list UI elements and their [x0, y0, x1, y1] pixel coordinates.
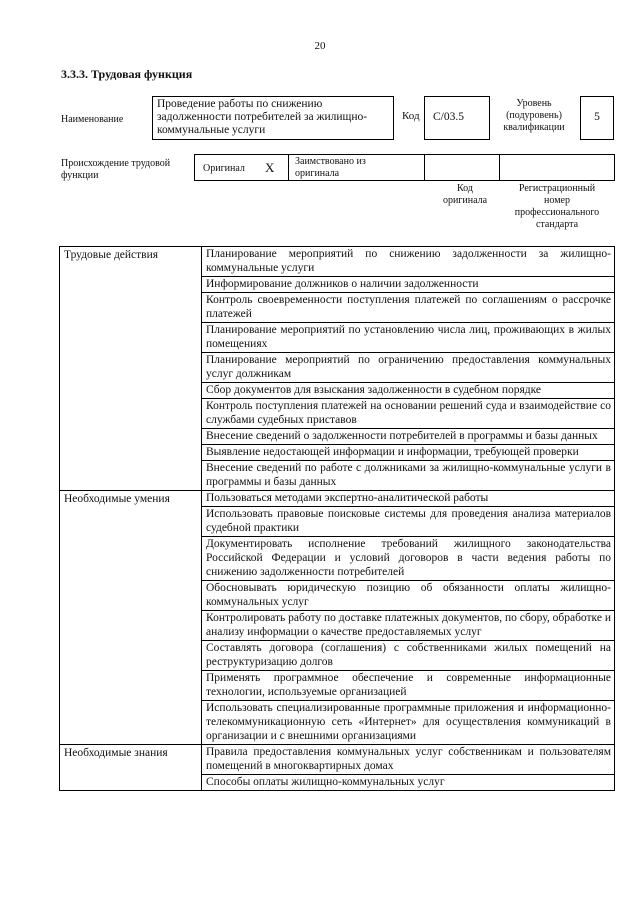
- name-label: Наименование: [61, 114, 124, 125]
- item-cell: Контроль своевременности поступления платежей по соглашениям о рассрочке платежей: [202, 293, 615, 323]
- item-cell: Составлять договора (соглашения) с собственниками жилых помещений на реструктуризацию долгов: [202, 641, 615, 671]
- table-row: [60, 745, 615, 775]
- code-original-line: Код: [457, 183, 473, 194]
- borrowed-label: [295, 156, 366, 180]
- level-label: [495, 98, 573, 134]
- borrowed-cell: [289, 155, 425, 180]
- code-original-label: [430, 183, 500, 207]
- function-details-table: [59, 246, 615, 791]
- code-original-cell: [425, 155, 500, 180]
- item-cell: Выявление недостающей информации и информации, требующей проверки: [202, 445, 615, 461]
- item-cell: Внесение сведений о задолженности потребителей в программы и базы данных: [202, 429, 615, 445]
- table-row: [60, 491, 615, 507]
- item-cell: Обосновывать юридическую позицию об обязанности оплаты жилищно-коммунальных услуг: [202, 581, 615, 611]
- original-label: Оригинал: [203, 163, 245, 174]
- reg-number-line: стандарта: [535, 219, 579, 230]
- item-cell: Планирование мероприятий по установлению числа лиц, проживающих в жилых помещениях: [202, 323, 615, 353]
- item-cell: Планирование мероприятий по снижению задолженности за жилищно-коммунальные услуги: [202, 247, 615, 277]
- code-original-line: оригинала: [442, 195, 488, 206]
- item-cell: Контроль поступления платежей на основании решений суда и взаимодействие со службами судебных приставов: [202, 399, 615, 429]
- item-cell: Использовать специализированные программные приложения и информационно-телекоммуникационную сеть «Интернет» для осуществления коммуникаций в организации и с внешними организациями: [202, 701, 615, 745]
- qualification-level: 5: [580, 96, 614, 140]
- reg-number-line: профессионального: [514, 207, 600, 218]
- function-name: Проведение работы по снижению задолженности потребителей за жилищно-коммунальные услуги: [152, 96, 394, 140]
- item-cell: Применять программное обеспечение и современные информационные технологии, используемые организацией: [202, 671, 615, 701]
- level-label-line: квалификации: [503, 122, 565, 133]
- function-code: C/03.5: [424, 96, 490, 140]
- origin-label-line: функции: [61, 170, 99, 181]
- item-cell: Документировать исполнение требований жилищного законодательства Российской Федерации и условий договоров в части ведения работы по снижению задолженности потребителей: [202, 537, 615, 581]
- item-cell: Планирование мероприятий по ограничению предоставления коммунальных услуг должникам: [202, 353, 615, 383]
- borrowed-label-line: Заимствовано из: [295, 156, 366, 167]
- item-cell: Использовать правовые поисковые системы для проведения анализа материалов судебной практики: [202, 507, 615, 537]
- code-label: Код: [402, 110, 420, 122]
- page-number: 20: [314, 40, 326, 52]
- borrowed-label-line: оригинала: [295, 168, 340, 179]
- table-row: [60, 247, 615, 277]
- original-mark: X: [265, 160, 275, 175]
- level-label-line: (подуровень): [506, 110, 562, 121]
- item-cell: Способы оплаты жилищно-коммунальных услуг: [202, 775, 615, 791]
- level-label-line: Уровень: [516, 98, 552, 109]
- origin-label-line: Происхождение трудовой: [61, 158, 171, 169]
- reg-number-line: Регистрационный: [518, 183, 596, 194]
- category-cell: Необходимые знания: [60, 745, 202, 791]
- category-cell: Трудовые действия: [60, 247, 202, 491]
- category-cell: Необходимые умения: [60, 491, 202, 745]
- origin-table: [194, 154, 615, 181]
- reg-number-cell: [500, 155, 614, 180]
- item-cell: Внесение сведений по работе с должниками за жилищно-коммунальные услуги в программы и базы данных: [202, 461, 615, 491]
- section-title: 3.3.3. Трудовая функция: [61, 67, 193, 81]
- item-cell: Контролировать работу по доставке платежных документов, по сбору, обработке и анализу информации о качестве предоставляемых услуг: [202, 611, 615, 641]
- item-cell: Пользоваться методами экспертно-аналитической работы: [202, 491, 615, 507]
- reg-number-line: номер: [544, 195, 570, 206]
- original-cell: [195, 155, 289, 180]
- reg-number-label: [502, 183, 612, 231]
- item-cell: Информирование должников о наличии задолженности: [202, 277, 615, 293]
- item-cell: Сбор документов для взыскания задолженности в судебном порядке: [202, 383, 615, 399]
- origin-label: [61, 158, 196, 182]
- item-cell: Правила предоставления коммунальных услуг собственникам и пользователям помещений в многоквартирных домах: [202, 745, 615, 775]
